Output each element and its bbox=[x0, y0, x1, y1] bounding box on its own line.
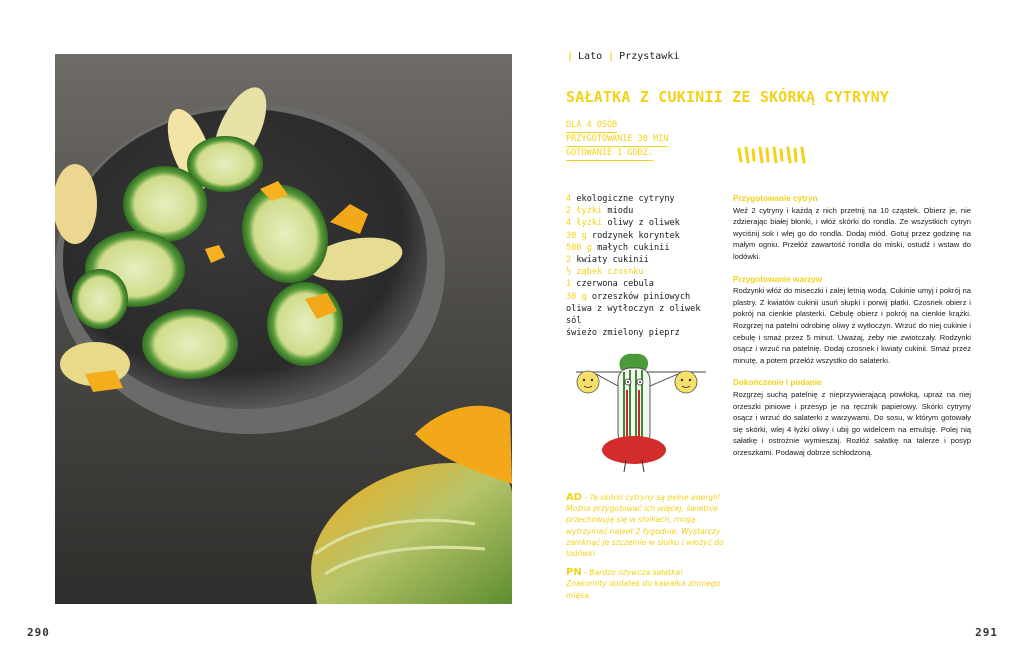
step-text: Rozgrzej suchą patelnię z nieprzywierającą powłoką, upraż na niej orzeszki piniowe i przesyp je na ręcznik papierowy. Skórki cytryny osącz i wrzuć do salaterki z warzywami. Do sosu, w którym gotowały się skórki, wlej 4 łyżki oliwy i ubij go widelcem na emulsję. Polej nią sałatkę i ostrożnie wymieszaj. Rozłóż sałatkę na talerze i posyp orzeszkami. Podawaj dobrze schłodzoną. bbox=[733, 389, 971, 457]
note-tag: PN bbox=[566, 567, 582, 579]
note-text: - Te skórki cytryny są pełne energii! Można przygotować ich więcej, świetnie przechowują się w słoikach, mogą wytrzymać nawet 2 tygodnie. Wystarczy zamknąć je szczelnie w słoiku i włożyć do lodówki. bbox=[566, 493, 724, 559]
recipe-title: SAŁATKA Z CUKINII ZE SKÓRKĄ CYTRYNY bbox=[566, 88, 890, 106]
squiggle-decoration-icon bbox=[736, 145, 810, 165]
ingredient-quantity: 2 bbox=[566, 206, 572, 217]
ingredient-quantity: 2 bbox=[566, 255, 572, 266]
ingredient-item bbox=[566, 303, 736, 315]
servings: DLA 4 OSÓB bbox=[566, 119, 617, 133]
ingredient-name: ząbek czosnku bbox=[576, 267, 644, 278]
ingredient-item bbox=[566, 291, 736, 303]
ingredient-quantity: 500 g bbox=[566, 242, 592, 253]
author-notes bbox=[566, 492, 724, 609]
ingredient-item bbox=[566, 266, 736, 278]
page-number-right: 291 bbox=[975, 626, 998, 639]
ingredient-name-rest: miodu bbox=[602, 206, 634, 217]
cook-time: GOTOWANIE 1 GODZ. bbox=[566, 147, 653, 161]
ingredient-quantity: 30 g bbox=[566, 291, 587, 302]
ingredient-name: małych cukinii bbox=[597, 242, 670, 253]
ingredient-list bbox=[566, 193, 736, 339]
ingredient-item bbox=[566, 278, 736, 290]
ingredient-item bbox=[566, 315, 736, 327]
ingredient-quantity: 4 bbox=[566, 194, 572, 204]
step-heading: Przygotowanie cytryn bbox=[733, 194, 818, 203]
breadcrumb-category: Przystawki bbox=[619, 51, 680, 62]
ingredient-name-rest: oliwy z oliwek bbox=[602, 218, 680, 229]
breadcrumb-season: Lato bbox=[578, 51, 603, 62]
ingredient-item bbox=[566, 205, 736, 217]
ingredient-quantity: 4 bbox=[566, 218, 572, 229]
page-number-left: 290 bbox=[27, 626, 50, 639]
ingredient-item bbox=[566, 193, 736, 205]
step-heading: Przygotowanie warzyw bbox=[733, 274, 823, 284]
recipe-steps bbox=[733, 193, 971, 469]
ingredient-name: oliwa z wytłoczyn z oliwek bbox=[566, 303, 701, 314]
zucchini-character-illustration bbox=[566, 350, 716, 483]
recipe-meta bbox=[566, 119, 668, 161]
step-text: Rodzynki włóż do miseczki i zalej letnią wodą. Cukinie umyj i pokrój na plastry. Z kwiatów cukinii usuń słupki i porwij płatki. Czosnek obierz i pokrój na cienkie plasterki. Cebulę obierz i pokrój na cienkie krążki. Rozgrzej na patelni odrobinę oliwy z wytłoczyn. Wrzuć do niej cukinie i cebulę i smaż przez 5 minut. Uważaj, żeby nie zwiotczały. Rodzynki osącz i wrzuć na patelnię. Dodaj czosnek i kwiaty cukinii. Smaż przez minutę, a potem przełóż wszystko do salaterki. bbox=[733, 286, 971, 365]
note-ad bbox=[566, 492, 724, 559]
ingredient-name: łyżki bbox=[576, 206, 603, 217]
ingredient-item bbox=[566, 217, 736, 229]
ingredient-quantity: 30 g bbox=[566, 230, 587, 241]
note-tag: AD bbox=[566, 492, 583, 503]
ingredient-name: sól bbox=[566, 316, 582, 327]
zucchini-salad-photo bbox=[55, 54, 512, 604]
ingredient-quantity: ½ bbox=[566, 267, 572, 278]
ingredient-item bbox=[566, 230, 736, 242]
note-text: - Bardzo ożywcza sałatka! Znakomity dodatek do kawałka zimnego mięsa. bbox=[566, 568, 721, 600]
breadcrumb: | Lato | Przystawki bbox=[567, 51, 680, 62]
ingredient-name: kwiaty cukinii bbox=[576, 255, 649, 266]
prep-time: PRZYGOTOWANIE 30 MIN bbox=[566, 133, 668, 147]
ingredient-name: czerwona cebula bbox=[576, 279, 654, 290]
ingredient-name: łyżki bbox=[576, 218, 603, 229]
ingredient-name: świeżo zmielony pieprz bbox=[566, 328, 680, 339]
ingredient-item bbox=[566, 242, 736, 254]
ingredient-item bbox=[566, 327, 736, 339]
ingredient-name: ekologiczne cytryny bbox=[576, 194, 675, 204]
step-heading: Dokończenie i podanie bbox=[733, 378, 822, 388]
ingredient-name: orzeszków piniowych bbox=[591, 291, 691, 302]
ingredient-item bbox=[566, 254, 736, 266]
step-text: Weź 2 cytryny i każdą z nich przetnij na 10 cząstek. Obierz je, nie zdzierając białej błonki, i włóż skórki do rondla. Ze wszystkich cytryn wyciśnij sok i wlej go do rondla. Dodaj miód. Gotuj przez godzinę na małym ogniu. Przełóż zawartość rondla do miski, ostudź i wstaw do lodówki. bbox=[733, 205, 971, 261]
ingredient-name: rodzynek koryntek bbox=[591, 230, 680, 241]
ingredient-quantity: 1 bbox=[566, 279, 572, 290]
note-pn bbox=[566, 567, 724, 601]
